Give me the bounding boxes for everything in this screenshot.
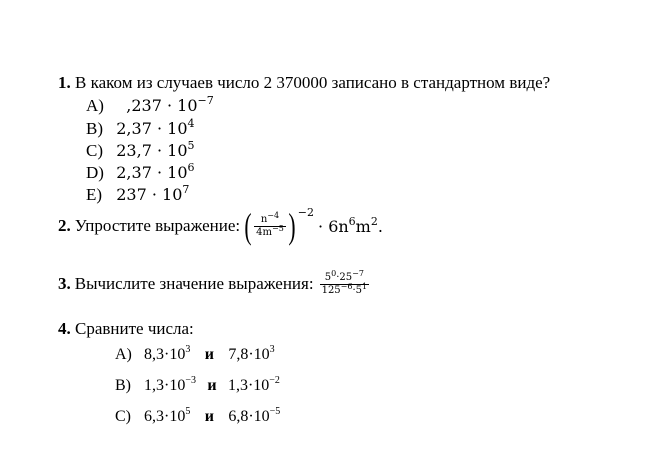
q1-option-b-letter: B) — [86, 119, 103, 138]
question-3-text: Вычислите значение выражения: — [74, 274, 314, 293]
q3-den-a-exp: −6 — [340, 281, 353, 291]
q4-row-c-b-exp: −5 — [269, 406, 281, 417]
q1-option-b-base: 2,37 · 10 — [116, 119, 188, 138]
q4-row-c-a-exp: 5 — [185, 406, 191, 417]
q2-frac-den-base: 4m — [256, 226, 272, 238]
q1-option-e-exp: 7 — [182, 183, 190, 196]
question-1-number: 1. — [58, 73, 71, 92]
q2-fraction — [254, 210, 286, 239]
question-3-number: 3. — [58, 274, 71, 293]
q1-option-a-base: ,237 · 10 — [126, 96, 198, 115]
q2-right-paren: ) — [288, 206, 296, 246]
q4-row-b — [115, 377, 280, 395]
q4-row-b-letter: B) — [115, 377, 131, 394]
q4-row-a — [115, 346, 275, 364]
q2-outer-exp: −2 — [297, 205, 315, 219]
q3-den-b: ·5 — [352, 284, 363, 296]
q4-row-a-b-base: 7,8·10 — [228, 346, 270, 363]
question-1-text: В каком из случаев число 2 370000 записано в стандартном виде? — [75, 73, 551, 92]
q1-option-b — [86, 119, 195, 139]
q1-option-e-base: 237 · 10 — [116, 185, 183, 204]
q1-option-c-base: 23,7 · 10 — [116, 141, 188, 160]
q1-option-d-letter: D) — [86, 163, 104, 182]
question-4-number: 4. — [58, 319, 71, 338]
q4-row-c-b-base: 6,8·10 — [228, 408, 270, 425]
q4-row-c-a-base: 6,3·10 — [144, 408, 186, 425]
q4-row-a-conj: и — [204, 346, 214, 363]
q3-num-b-exp: −7 — [352, 268, 364, 278]
q1-option-e-letter: E) — [86, 185, 103, 204]
q1-option-a — [86, 96, 214, 116]
q4-row-b-b-exp: −2 — [269, 375, 280, 386]
q4-row-a-letter: A) — [115, 346, 132, 363]
q3-num-a: 5 — [324, 271, 332, 283]
q4-row-b-a-base: 1,3·10 — [144, 377, 186, 394]
q2-left-paren: ( — [244, 206, 252, 246]
q2-tail-m-exp: 2 — [370, 214, 378, 228]
q3-num-b: ·25 — [336, 271, 353, 283]
q2-tail-pre: · 6n — [318, 216, 349, 236]
q2-frac-num-base: n — [260, 213, 268, 225]
question-4-text: Сравните числа: — [75, 319, 194, 338]
q4-row-b-a-exp: −3 — [185, 375, 196, 386]
q4-row-a-b-exp: 3 — [269, 344, 275, 355]
question-4 — [58, 319, 194, 339]
q4-row-b-conj: и — [207, 377, 217, 394]
q1-option-d-base: 2,37 · 10 — [116, 163, 188, 182]
q3-fraction — [320, 268, 370, 297]
q4-row-c-conj: и — [204, 408, 214, 425]
question-2-text: Упростите выражение: — [74, 216, 241, 235]
question-2 — [58, 204, 383, 248]
q4-row-c — [115, 408, 280, 426]
q1-option-a-letter: A) — [86, 96, 104, 115]
q1-option-b-exp: 4 — [187, 117, 195, 130]
q1-option-e — [86, 185, 189, 205]
q4-row-b-b-base: 1,3·10 — [227, 377, 270, 394]
q2-tail — [318, 214, 383, 236]
q2-frac-num-exp: −4 — [267, 210, 280, 220]
q2-tail-end: . — [377, 216, 383, 236]
q3-num-a-exp: 0 — [331, 268, 337, 278]
question-3 — [58, 264, 369, 304]
q4-row-a-a-base: 8,3·10 — [144, 346, 186, 363]
q1-option-d-exp: 6 — [187, 161, 195, 174]
q1-option-c — [86, 141, 195, 161]
q1-option-a-exp: −7 — [197, 94, 214, 107]
q4-row-c-letter: C) — [115, 408, 131, 425]
q4-row-a-a-exp: 3 — [185, 344, 191, 355]
question-1 — [58, 73, 550, 93]
q1-option-c-exp: 5 — [187, 139, 195, 152]
q1-option-c-letter: C) — [86, 141, 103, 160]
question-2-number: 2. — [58, 216, 71, 235]
q3-den-a: 125 — [321, 284, 341, 296]
q3-den-b-exp: 1 — [362, 281, 368, 291]
q1-option-d — [86, 163, 195, 183]
q2-tail-m: m — [355, 216, 371, 236]
q2-frac-den-exp: −5 — [272, 223, 284, 233]
q2-tail-n-exp: 6 — [348, 214, 356, 228]
